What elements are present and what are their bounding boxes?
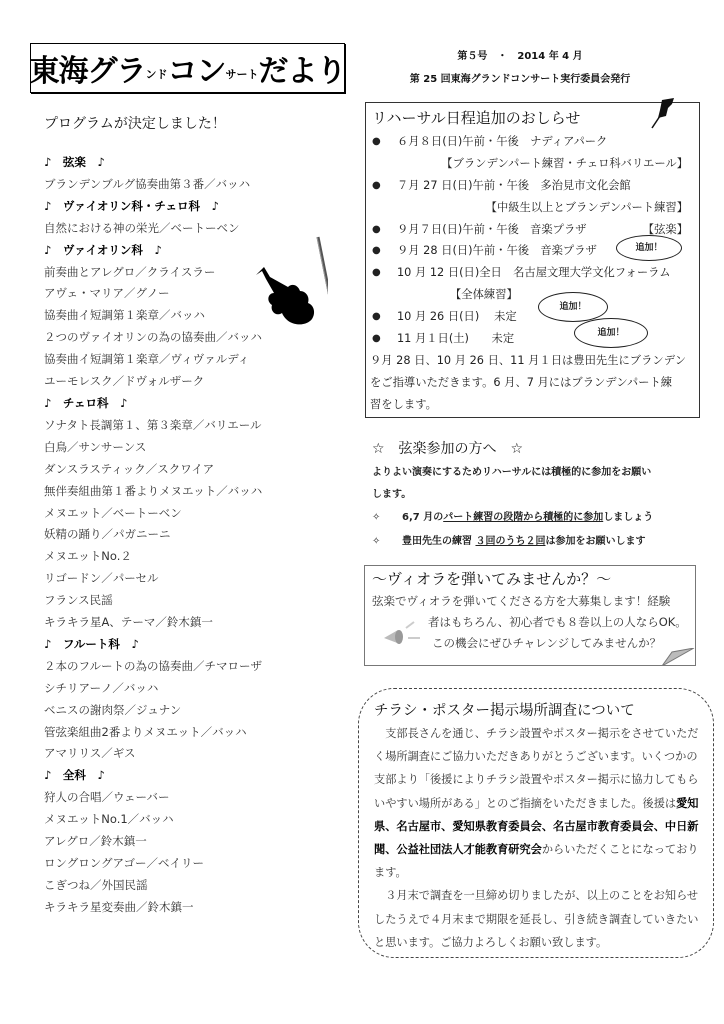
poster-text: からいただくことになっております。 (374, 843, 699, 880)
program-item: ２本のフルートの為の協奏曲／チマローザ (44, 658, 263, 673)
strings-bullet (372, 530, 702, 554)
poster-text: 支部長さんを通じ、チラシ設置やポスター掲示をさせていただく場所調査にご協力いただきありがとうございます。いくつかの支部より「後援によりチラシ設置やポスター掲示に協力してもらいやすい場所がある」とのご指摘をいただきました。後援は (374, 727, 699, 810)
program-section-title: ♪ チェロ科 ♪ (44, 395, 128, 410)
bullet-underline: パート練習の段階から積極的に参加 (443, 512, 604, 523)
masthead-part: コン (167, 54, 226, 89)
newsletter-masthead (30, 43, 345, 93)
masthead-part: ンド (145, 68, 168, 81)
poster-title: チラシ・ポスター掲示場所調査について (374, 703, 635, 719)
added-callout: 追加！ (538, 292, 608, 322)
bullet-icon: ● (372, 136, 381, 147)
rehearsal-line (370, 262, 700, 284)
bullet-icon: ● (372, 333, 381, 345)
program-item: 狩人の合唱／ウェーバー (44, 790, 170, 805)
rehearsal-line (370, 197, 700, 219)
viola-recruitment (372, 568, 697, 654)
rehearsal-text: 11 月１日(土) 未定 (397, 332, 515, 346)
rehearsal-line (370, 350, 700, 372)
rehearsal-tag: 【弦楽】 (642, 222, 688, 236)
rehearsal-line (370, 302, 700, 328)
program-item: 協奏曲イ短調第１楽章／ヴィヴァルディ (44, 352, 250, 367)
poster-survey (374, 700, 699, 954)
program-item: 無伴奏組曲第１番よりメヌエット／バッハ (44, 483, 263, 498)
viola-title: ～ヴィオラを弾いてみませんか？～ (372, 570, 612, 588)
bullet-text: 6,7 月の (402, 512, 444, 523)
program-item: メヌエットNo.1／バッハ (44, 812, 174, 827)
strings-intro (372, 462, 702, 506)
strings-notice (372, 438, 702, 554)
rehearsal-line (370, 372, 700, 394)
program-item: ２つのヴァイオリンの為の協奏曲／バッハ (44, 330, 263, 345)
bullet-text: 豊田先生の練習 (402, 536, 476, 547)
program-item: 妖精の踊り／パガニーニ (44, 527, 171, 542)
issue-info: 第５号 ・ 2014 年 4 月 (457, 51, 583, 62)
program-item: アレグロ／鈴木鎮一 (44, 834, 147, 849)
program-heading: プログラムが決定しました！ (44, 116, 226, 132)
rehearsal-text: 【全体練習】 (450, 288, 518, 302)
intro-line: します。 (372, 489, 412, 500)
added-callout: 追加！ (574, 318, 648, 348)
rehearsal-line (370, 284, 700, 306)
rehearsal-line (370, 153, 700, 175)
strings-bullet (372, 506, 702, 530)
program-item: 自然における神の栄光／ベートーベン (44, 220, 240, 235)
rehearsal-text: 【中級生以上とブランデンパート練習】 (485, 200, 688, 214)
viola-line: 弦楽でヴィオラを弾いてくださる方を大募集します！経験 (372, 594, 671, 608)
program-item: リゴードン／パーセル (44, 571, 159, 586)
bullet-icon: ● (372, 311, 381, 323)
program-item: 前奏曲とアレグロ／クライスラー (44, 264, 216, 279)
rehearsal-text: ９月 28 日、10 月 26 日、11 月１日は豊田先生にブランデン (370, 353, 687, 367)
rehearsal-line (370, 328, 700, 350)
viola-line: 者はもちろん、初心者でも８巻以上の人ならOK。 (428, 615, 687, 629)
added-callout: 追加！ (616, 235, 682, 261)
bullet-text: は参加をお願いします (545, 536, 646, 547)
program-item: キラキラ星変奏曲／鈴木鎮一 (44, 899, 194, 914)
poster-paragraph: ３月末で調査を一旦締め切りましたが、以上のことをお知らせしたうえで４月末まで期限を延長し、引き続き調査していきたいと思います。ご協力よろしくお願い致します。 (374, 889, 699, 949)
bullet-text: しましょう (603, 512, 654, 523)
program-item: アマリリス／ギス (44, 746, 136, 761)
masthead-part: サート (225, 68, 259, 81)
intro-line: よりよい演奏にするためリハーサルには積極的に参加をお願い (372, 467, 652, 478)
program-item: ロングロングアゴー／ベイリー (44, 856, 204, 870)
masthead-part: 東海グラ (29, 54, 146, 89)
masthead-part: だより (258, 54, 346, 89)
publisher-info: 第 25 回東海グランドコンサート実行委員会発行 (409, 74, 631, 85)
program-item: 白鳥／サンサーンス (44, 439, 147, 454)
program-item: こぎつね／外国民謡 (44, 877, 148, 892)
sparkle-icon: ✧ (372, 512, 381, 523)
program-item: ソナタト長調第１、第３楽章／バリエール (44, 417, 262, 432)
rehearsal-line (370, 131, 700, 153)
rehearsal-text: 習をします。 (370, 397, 437, 411)
program-item: キラキラ星A、テーマ／鈴木鎮一 (44, 615, 213, 630)
rehearsal-text: 【ブランデンパート練習・チェロ科バリエール】 (441, 156, 688, 170)
rehearsal-text: ９月７日(日)午前・午後 音楽プラザ (397, 222, 587, 236)
program-section-title: ♪ 全科 ♪ (44, 768, 105, 783)
rehearsal-line (370, 175, 700, 197)
program-section-title: ♪ ヴァイオリン科・チェロ科 ♪ (44, 198, 219, 213)
rehearsal-text: ６月８日(日)午前・午後 ナディアパーク (397, 135, 608, 148)
bullet-icon: ● (372, 245, 381, 257)
bullet-underline: ３回のうち２回 (475, 536, 546, 547)
sparkle-icon: ✧ (372, 536, 381, 547)
rehearsal-line (370, 394, 700, 416)
viola-line: この機会にぜひチャレンジしてみませんか？ (432, 636, 662, 650)
program-section-title: ♪ 弦楽 ♪ (44, 155, 105, 169)
program-item: 管弦楽組曲2番よりメヌエット／バッハ (44, 724, 247, 739)
program-section-title: ♪ フルート科 ♪ (44, 636, 139, 651)
rehearsal-line (370, 240, 700, 262)
program-item: ベニスの謝肉祭／ジュナン (44, 702, 182, 717)
sponsors-list: 愛知県、名古屋市、愛知県教育委員会、名古屋市教育委員会、中日新聞、公益社団法人才能教育研究会 (374, 796, 699, 857)
bullet-icon: ● (372, 223, 381, 235)
program-item: シチリアーノ／バッハ (44, 680, 159, 695)
program-section-title: ♪ ヴァイオリン科 ♪ (44, 242, 162, 257)
program-item: ブランデンブルグ協奏曲第３番／バッハ (44, 176, 251, 191)
rehearsal-text: ７月 27 日(日)午前・午後 多治見市文化会館 (397, 178, 631, 192)
program-item: 協奏曲イ短調第１楽章／バッハ (44, 308, 205, 323)
program-item: メヌエット／ベートーベン (44, 505, 182, 520)
program-item: ダンスラスティック／スクワイア (44, 461, 215, 476)
rehearsal-title: リハーサル日程追加のおしらせ (372, 109, 581, 127)
bullet-icon: ● (372, 179, 381, 191)
rehearsal-text: ９月 28 日(日)午前・午後 音楽プラザ (397, 244, 597, 258)
program-item: ユーモレスク／ドヴォルザーク (44, 374, 205, 389)
strings-title: ☆ 弦楽参加の方へ ☆ (372, 441, 524, 457)
program-item: フランス民謡 (44, 593, 113, 608)
rehearsal-list (370, 131, 700, 416)
poster-paragraph (374, 722, 699, 884)
program-item: メヌエットNo.２ (44, 549, 132, 564)
pushpin-icon (648, 96, 678, 130)
bullet-icon: ● (372, 267, 381, 279)
violin-icon (248, 235, 328, 335)
rehearsal-text: をご指導いただきます。6 月、7 月にはブランデンパート練 (370, 375, 673, 389)
rehearsal-text: 10 月 12 日(日)全日 名古屋文理大学文化フォーラム (397, 266, 671, 280)
program-item: アヴェ・マリア／グノー (44, 286, 170, 301)
rehearsal-text: 10 月 26 日(日) 未定 (397, 310, 517, 324)
